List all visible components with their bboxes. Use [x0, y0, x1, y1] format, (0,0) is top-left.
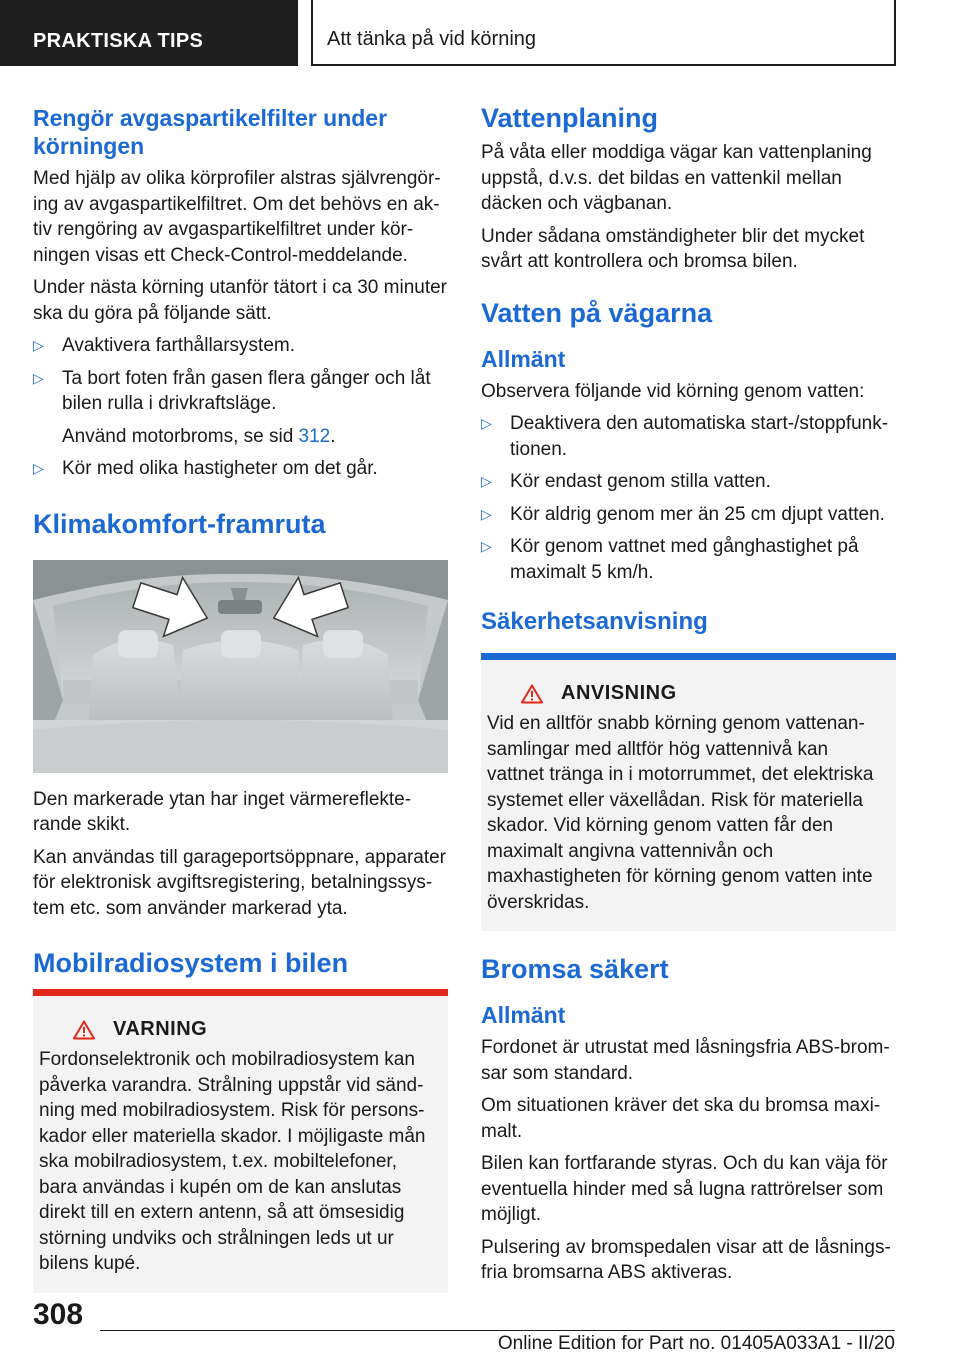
right-column	[481, 100, 896, 1293]
warning-box	[33, 989, 448, 1293]
paragraph: Under nästa körning utanför tätort i ca 30 minuter ska du göra på följande sätt.	[33, 277, 448, 324]
footer-divider	[100, 1330, 895, 1331]
list-item-text: Deaktivera den automatiska start-/stoppfunktionen.	[510, 413, 889, 460]
paragraph: Fordonet är utrustat med låsningsfria ABS-bromsar som standard.	[481, 1037, 890, 1084]
page-number: 308	[33, 1298, 84, 1331]
warning-triangle-icon	[73, 1020, 95, 1040]
paragraph: Kan användas till garageportsöppnare, apparater för elektronisk avgiftsregistering, betalningssystem etc. som använder markerad yta.	[33, 846, 447, 919]
warning-triangle-icon	[521, 684, 543, 704]
notice-title	[527, 682, 888, 705]
notice-label: ANVISNING	[561, 682, 677, 704]
paragraph: På våta eller moddiga vägar kan vattenplaning uppstå, d.v.s. det bildas en vattenkil mellan däcken och vägbanan.	[481, 142, 872, 214]
list-item-note	[33, 424, 448, 450]
list-item	[33, 333, 448, 359]
list-item	[481, 469, 896, 495]
heading-dpf-cleaning: Rengör avgaspartikelfilter under körningen	[33, 105, 388, 159]
heading-water-on-roads: Vatten på vägarna	[481, 297, 713, 328]
subheading-general: Allmänt	[481, 345, 566, 372]
heading-mobile-radio: Mobilradiosystem i bilen	[33, 948, 349, 978]
list-item-text: Ta bort foten från gasen flera gånger och låt bilen rulla i drivkraftsläge.	[62, 367, 431, 414]
paragraph: Om situationen kräver det ska du bromsa maximalt.	[481, 1095, 881, 1142]
triangle-right-icon: ▷	[33, 337, 44, 353]
chapter-tab: PRAKTISKA TIPS	[0, 0, 298, 66]
list-item	[33, 456, 448, 482]
page-link[interactable]: 312	[298, 425, 331, 447]
notice-box	[481, 653, 896, 931]
paragraph: Med hjälp av olika körprofiler alstras självrengöring av avgaspartikelfiltret. Om det behövs en aktiv rengöring av avgaspartikelfiltret under körningen visas ett Check-Control-meddelande.	[33, 168, 441, 266]
note-end: .	[330, 425, 336, 447]
notice-text: Vid en alltför snabb körning genom vattenansamlingar med alltför hög vattennivå kan vattnet tränga in i motorrummet, det elektriska systemet eller växellådan. Risk för materiella skador. Vid körning genom vatten får den maximalt angivna vattennivån och maxhastigheten för körning genom vatten inte överskridas.	[487, 713, 874, 913]
triangle-right-icon: ▷	[481, 415, 492, 431]
triangle-right-icon: ▷	[481, 473, 492, 489]
heading-climate-windscreen: Klimakomfort-framruta	[33, 508, 326, 539]
paragraph: Pulsering av bromspedalen visar att de låsningsfria bromsarna ABS aktiveras.	[481, 1236, 891, 1283]
triangle-right-icon: ▷	[481, 505, 492, 522]
list-item	[481, 411, 896, 462]
heading-brake-safely: Bromsa säkert	[481, 954, 669, 984]
note-text: Använd motorbroms, se sid	[62, 425, 294, 447]
windscreen-photo	[33, 560, 448, 773]
warning-title	[79, 1018, 440, 1041]
heading-safety-note: Säkerhetsanvisning	[481, 608, 708, 635]
list-item-text: Kör endast genom stilla vatten.	[510, 471, 771, 492]
triangle-right-icon: ▷	[33, 460, 44, 476]
edition-footer: Online Edition for Part no. 01405A033A1 - II/20	[497, 1333, 895, 1354]
heading-aquaplaning: Vattenplaning	[481, 103, 659, 133]
subheading-general: Allmänt	[481, 1002, 566, 1028]
page-header	[0, 0, 960, 66]
section-title: Att tänka på vid körning	[311, 0, 896, 66]
list-item-text: Kör med olika hastigheter om det går.	[62, 458, 378, 479]
left-column	[33, 100, 448, 1293]
list-item-text: Avaktivera farthållarsystem.	[62, 335, 296, 356]
list-item-text: Kör genom vattnet med gånghastighet på maximalt 5 km/h.	[510, 536, 859, 583]
paragraph: Under sådana omständigheter blir det mycket svårt att kontrollera och bromsa bilen.	[481, 225, 865, 272]
triangle-right-icon: ▷	[481, 538, 492, 554]
warning-label: VARNING	[113, 1018, 208, 1040]
paragraph: Observera följande vid körning genom vatten:	[481, 380, 865, 402]
list-item	[481, 534, 896, 585]
list-item	[481, 502, 896, 528]
paragraph: Den markerade ytan har inget värmereflekterande skikt.	[33, 788, 412, 835]
triangle-right-icon: ▷	[33, 369, 44, 386]
warning-text: Fordonselektronik och mobilradiosystem kan påverka varandra. Strålning uppstår vid sändning med mobilradiosystem. Risk för personskador eller materiella skador. I möjligaste mån ska mobilradiosystem, t.ex. mobiltelefoner, bara användas i kupén om de kan anslutas direkt till en extern antenn, så att ömsesidig störning undviks och strålningen leds ut ur bilens kupé.	[39, 1049, 426, 1274]
list-item	[33, 366, 448, 417]
paragraph: Bilen kan fortfarande styras. Och du kan väja för eventuella hinder med så lugna rattrörelser som möjligt.	[481, 1153, 888, 1225]
list-item-text: Kör aldrig genom mer än 25 cm djupt vatten.	[510, 503, 885, 525]
